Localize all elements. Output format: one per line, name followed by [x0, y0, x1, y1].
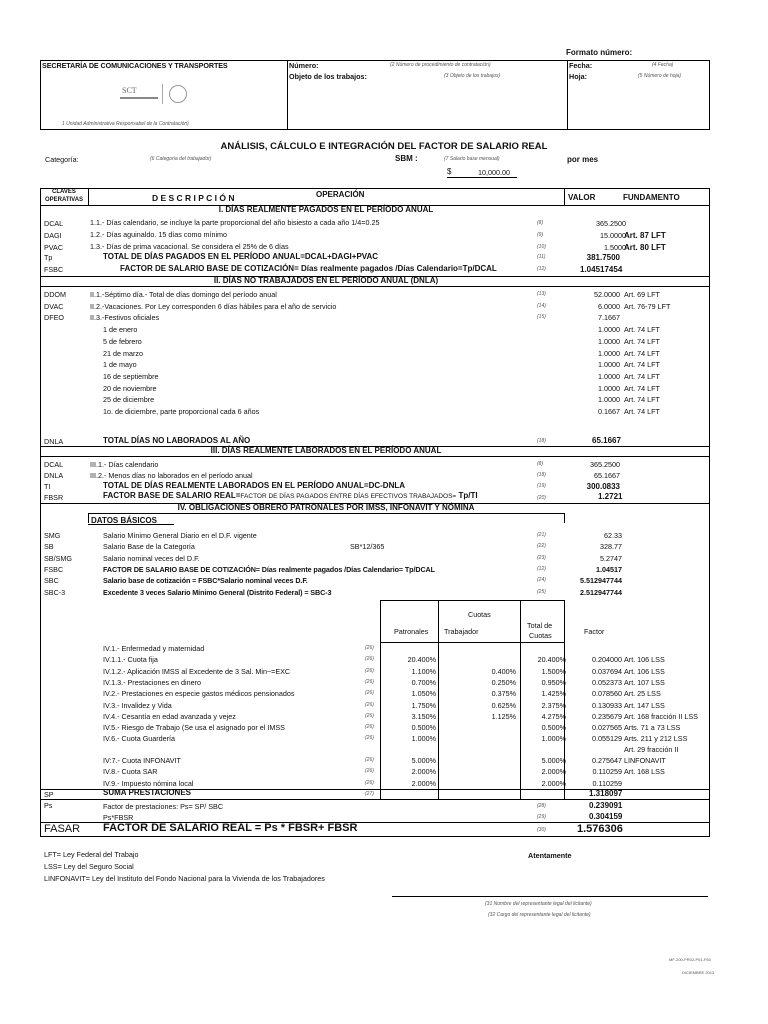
row4-key: SBC-3: [44, 587, 66, 597]
cuotas-col-1: [380, 600, 381, 800]
rep-name-hint[interactable]: (31 Nombre del representante legal del licitante): [485, 901, 592, 907]
cuota-patronal: 20.400%: [407, 655, 436, 665]
row4-key: SBC: [44, 576, 59, 586]
row2-value: 1.0000: [598, 348, 620, 358]
dnla-key: DNLA: [44, 437, 64, 446]
sbm-hint[interactable]: (7 Salario base mensual): [444, 156, 500, 162]
row2-value: 1.0000: [598, 336, 620, 346]
row4-value: 5.512947744: [580, 576, 622, 586]
col-fundamento: FUNDAMENTO: [623, 193, 680, 202]
categoria-hint[interactable]: (6 Categoría del trabajador): [150, 156, 212, 162]
cuota-total: 1.500%: [541, 666, 566, 676]
row2-desc: 1 de enero: [103, 325, 138, 335]
row4-note: (23): [537, 554, 546, 561]
sct-logo-bar: [120, 97, 158, 99]
cuotas-top-line: [380, 600, 564, 601]
cuota-total: 20.400%: [537, 655, 566, 665]
cuota-desc: IV.1.- Enfermedad y maternidad: [103, 644, 205, 653]
row2-desc: 5 de febrero: [103, 336, 142, 346]
form-code: MF-200-PR02-P01-F50: [669, 957, 711, 962]
sbm-value: 10,000.00: [478, 168, 510, 177]
row3-desc: III.2.- Menos días no laborados en el período anual: [90, 471, 253, 480]
sbm-currency: $: [447, 167, 452, 176]
rep-cargo-hint[interactable]: (32 Cargo del representante legal del licitante): [488, 912, 591, 918]
section-3-header-line: [40, 456, 710, 457]
page-title: ANÁLISIS, CÁLCULO E INTEGRACIÓN DEL FACTOR DE SALARIO REAL: [220, 141, 548, 152]
mexico-seal-icon: [169, 85, 187, 103]
cuotas-title: Cuotas: [468, 610, 491, 619]
atentamente-label: Atentamente: [528, 851, 572, 860]
cuota-note: (26): [365, 678, 374, 685]
cuotas-header-line: [380, 642, 564, 643]
row2-key: DFEO: [44, 313, 64, 323]
cuota-note: (26): [365, 724, 374, 731]
cuota-fundamento: LINFONAVIT: [624, 756, 666, 765]
row4-desc: FACTOR DE SALARIO BASE DE COTIZACIÓN= Días realmente pagados /Días Calendario= Tp/DCAL: [103, 564, 435, 574]
row2-fundamento: Art. 74 LFT: [624, 348, 660, 358]
hoja-label: Hoja:: [569, 72, 587, 81]
cuota-desc: IV.8.- Cuota SAR: [103, 767, 158, 777]
row4-value: 328.77: [600, 542, 622, 552]
row4-value: 62.33: [604, 531, 622, 540]
sp-note: (27): [365, 791, 374, 797]
cuota-fundamento: Arts. 71 a 73 LSS: [624, 723, 681, 733]
row2-desc: 21 de marzo: [103, 348, 143, 358]
cuota-factor: 0.235679: [592, 711, 622, 721]
datos-basicos-title: DATOS BÁSICOS: [91, 516, 157, 525]
row2-value: 1.0000: [598, 371, 620, 381]
sp-desc: SUMA PRESTACIONES: [103, 788, 192, 797]
sp-value: 1.318097: [589, 789, 623, 798]
row1-note: (12): [537, 266, 546, 272]
fecha-hint[interactable]: (4 Fecha): [652, 62, 674, 68]
col-valor: VALOR: [568, 193, 596, 202]
row1-note: (9): [537, 232, 544, 238]
row2-fundamento: Art. 74 LFT: [624, 325, 660, 335]
ps-desc: Factor de prestaciones: Ps= SP/ SBC: [103, 802, 224, 811]
row2-fundamento: Art. 74 LFT: [624, 383, 660, 393]
row2-desc: 1 de mayo: [103, 360, 137, 370]
row3-note: (18): [537, 472, 546, 478]
col-operacion: OPERACIÓN: [316, 190, 365, 199]
sbm-underline: [447, 177, 517, 178]
fbsr-key: FBSR: [44, 493, 64, 502]
cuota-patronal: 0.700%: [411, 677, 436, 687]
por-mes-label: por mes: [567, 155, 599, 164]
hoja-hint[interactable]: (5 Número de hoja): [638, 73, 682, 79]
sbm-label: SBM :: [395, 154, 418, 163]
fbsr-desc-b: FACTOR DE DÍAS PAGADOS ENTRE DÍAS EFECTIVOS TRABAJADOS=: [240, 493, 457, 500]
fecha-label: Fecha:: [569, 61, 593, 70]
cuota-desc: IV.6.- Cuota Guardería: [103, 734, 176, 744]
row4-note: (12): [537, 565, 546, 572]
fasar-note: (30): [537, 827, 546, 833]
cuota-note: (26): [365, 779, 374, 786]
cuotas-factor: Factor: [584, 627, 605, 636]
psf-value: 0.304159: [589, 812, 623, 821]
fbsr-desc: [103, 491, 478, 500]
cuotas-col-2: [438, 600, 439, 800]
row4-value: 2.512947744: [580, 587, 622, 597]
cuota-total: 0.950%: [541, 677, 566, 687]
categoria-label: Categoría:: [45, 155, 79, 164]
cuota-desc: IV.4.- Cesantía en edad avanzada y vejez: [103, 711, 236, 721]
cuota-factor: 0.078560: [592, 689, 622, 699]
row1-key: DAGI: [44, 231, 62, 240]
cuota-factor: 0.037694: [592, 666, 622, 676]
cuota-trabajador: 0.400%: [491, 666, 516, 676]
row2-value: 1.0000: [598, 325, 620, 335]
col-sep-valor: [564, 188, 565, 205]
fbsr-desc-a: FACTOR BASE DE SALARIO REAL=: [103, 491, 241, 500]
row3-desc: III.1.- Días calendario: [90, 460, 159, 469]
cuota-patronal: 1.100%: [411, 666, 436, 676]
row2-fundamento: Art. 74 LFT: [624, 360, 660, 370]
cuota-patronal: 1.050%: [411, 689, 436, 699]
row4-key: SMG: [44, 531, 61, 540]
row2-fundamento: Art. 74 LFT: [624, 336, 660, 346]
dnla-note: (18): [537, 438, 546, 444]
row4-note: (22): [537, 543, 546, 550]
cuota-fundamento: Art. 168 LSS: [624, 767, 665, 777]
row1-note: (10): [537, 244, 546, 250]
fasar-desc: FACTOR DE SALARIO REAL = Ps * FBSR+ FBSR: [103, 822, 358, 834]
row1-value: 365.2500: [596, 219, 626, 228]
datos-basicos-underline: [88, 524, 174, 525]
row1-desc: 1.1.- Días calendario, se incluye la parte proporcional del año bisiesto a cada año 1/4=0.25: [90, 218, 380, 227]
cuota-note: (26): [365, 690, 374, 697]
cuota-total: 2.000%: [541, 767, 566, 777]
row2-fundamento: Art. 76-79 LFT: [624, 301, 671, 311]
row1-value: 1.5000: [604, 243, 626, 252]
cuotas-patronales: Patronales: [394, 627, 429, 636]
section-4-title: IV. OBLIGACIONES OBRERO PATRONALES POR IMSS, INFONAVIT Y NÓMINA: [177, 503, 475, 512]
row2-desc: 20 de noviembre: [103, 383, 157, 393]
cuota-desc: IV.5.- Riesgo de Trabajo (Se usa el asignado por el IMSS: [103, 723, 285, 733]
row1-value: 1.04517454: [580, 265, 623, 274]
row3-note: (19): [537, 483, 546, 489]
cuota-total: 0.500%: [541, 723, 566, 733]
cuota-note: (26): [365, 645, 374, 651]
section-4-header-line: [88, 513, 564, 514]
section-4-right-tick: [564, 513, 565, 523]
row2-desc: II.3.-Festivos oficiales: [90, 313, 160, 323]
cuota-patronal: 5.000%: [411, 756, 436, 765]
fbsr-note: (20): [537, 495, 546, 501]
numero-hint[interactable]: (2 Número de procedimiento de contratación): [390, 62, 491, 68]
cuota-factor: 0.275647: [592, 756, 622, 765]
cuota-desc: IV.1.1.- Cuota fija: [103, 655, 158, 665]
dnla-value: 65.1667: [592, 436, 621, 445]
cuota-total: 1.000%: [541, 734, 566, 744]
row4-key: FSBC: [44, 564, 64, 574]
cuota-patronal: 1.750%: [411, 700, 436, 710]
dnla-desc: TOTAL DÍAS NO LABORADOS AL AÑO: [103, 436, 251, 445]
cuota-total: 2.000%: [541, 778, 566, 788]
fbsr-desc-c: Tp/TI: [456, 491, 478, 500]
cuota-fundamento: Art. 25 LSS: [624, 689, 661, 699]
cuotas-total-1: Total de: [527, 621, 553, 630]
cuota-trabajador: 0.625%: [491, 700, 516, 710]
cuota-trabajador: 0.375%: [491, 689, 516, 699]
objeto-hint[interactable]: (3 Objeto de los trabajos): [444, 73, 501, 79]
cuota-patronal: 0.500%: [411, 723, 436, 733]
row4-key: SB/SMG: [44, 553, 72, 563]
row2-value: 0.1667: [598, 407, 620, 416]
cuota-total: 2.375%: [541, 700, 566, 710]
row1-key: Tp: [44, 253, 53, 262]
cuota-fundamento: Art. 168 fracción II LSS: [624, 711, 698, 721]
row3-value: 65.1667: [594, 471, 620, 480]
cuota-desc: IV.1.3.- Prestaciones en dinero: [103, 677, 202, 687]
cuota-note: (26): [365, 768, 374, 775]
numero-label: Número:: [289, 61, 319, 70]
cuota-patronal: 2.000%: [411, 778, 436, 788]
row1-key: PVAC: [44, 243, 64, 252]
row4-note: (24): [537, 577, 546, 584]
col-descripcion: D E S C R I P C I Ó N: [152, 193, 235, 203]
fasar-key: FASAR: [44, 823, 81, 835]
row4-value: 5.2747: [600, 553, 622, 563]
row1-key: FSBC: [44, 265, 64, 274]
sct-logo: [118, 84, 198, 106]
cuota-factor: 0.204000: [592, 655, 622, 665]
row2-desc: II.2.-Vacaciones. Por Ley corresponden 6 días hábiles para el año de servicio: [90, 301, 337, 311]
row4-key: SB: [44, 542, 54, 552]
row1-fundamento: Art. 80 LFT: [624, 243, 666, 252]
cuota-note: (26): [365, 701, 374, 708]
cuota-patronal: 1.000%: [411, 734, 436, 744]
signature-line: [392, 896, 708, 897]
cuota-desc: IV:7.- Cuota INFONAVIT: [103, 756, 181, 765]
cuota-note: (26): [365, 757, 374, 763]
row2-desc: II.1.-Séptimo día.- Total de días domingo del período anual: [90, 290, 277, 299]
cuota-note: (26): [365, 656, 374, 663]
row4-value: 1.04517: [596, 564, 622, 574]
row1-key: DCAL: [44, 219, 64, 228]
row4-desc: Salario base de cotización = FSBC*Salario nominal veces D.F.: [103, 576, 308, 586]
row4-desc: Salario nominal veces del D.F.: [103, 553, 200, 563]
cuota-patronal: 2.000%: [411, 767, 436, 777]
row3-key: DNLA: [44, 471, 64, 480]
row4-desc: Salario Base de la Categoría: [103, 542, 195, 552]
note-linfonavit: LINFONAVIT= Ley del Instituto del Fondo Nacional para la Vivienda de los Trabajadores: [44, 874, 325, 883]
row4-operacion: SB*12/365: [350, 542, 385, 552]
art29-label: Art. 29 fracción II: [624, 745, 679, 754]
cuota-patronal: 3.150%: [411, 711, 436, 721]
cuota-total: 5.000%: [541, 756, 566, 765]
col-operativas: OPERATIVAS: [44, 197, 84, 203]
cuota-factor: 0.055129: [592, 734, 622, 744]
section-3-title: III. DÍAS REALMENTE LABORADOS EN EL PERÍODO ANUAL: [210, 446, 442, 455]
cuotas-total-2: Cuotas: [529, 631, 552, 640]
row1-desc: FACTOR DE SALARIO BASE DE COTIZACIÓN= Días realmente pagados /Días Calendario=Tp/DCAL: [120, 264, 497, 273]
cuota-desc: IV.2.- Prestaciones en especie gastos médicos pensionados: [103, 689, 295, 699]
sp-key: SP: [44, 790, 54, 799]
row2-desc: 25 de diciembre: [103, 395, 155, 405]
unidad-hint: 1 Unidad Administrativa Responsabel de la Contratación): [62, 121, 189, 127]
cuota-total: 1.425%: [541, 689, 566, 699]
cuota-fundamento: Art. 106 LSS: [624, 666, 665, 676]
row2-key: DDOM: [44, 290, 66, 299]
cuotas-trabajador: Trabajador: [444, 627, 479, 636]
row2-value: 52.0000: [594, 290, 620, 299]
row2-note: (13): [537, 291, 546, 297]
cuota-factor: 0.110259: [592, 778, 622, 788]
col-claves: CLAVES: [52, 189, 76, 195]
cuota-factor: 0.027565: [592, 723, 622, 733]
row4-desc: Excedente 3 veces Salario Mínimo General (Distrito Federal) = SBC-3: [103, 587, 332, 597]
form-date: DICIEMBRE 2013: [682, 970, 715, 975]
note-lft: LFT= Ley Federal del Trabajo: [44, 850, 139, 859]
row1-value: 15.0000: [600, 231, 626, 240]
objeto-label: Objeto de los trabajos:: [289, 72, 367, 81]
cuota-desc: IV.9.- Impuesto nómina local: [103, 778, 194, 788]
psf-desc: Ps*FBSR: [103, 813, 134, 822]
row4-desc: Salario Mínimo General Diario en el D.F. vigente: [103, 531, 257, 540]
row4-note: (25): [537, 588, 546, 595]
cuota-trabajador: 0.250%: [491, 677, 516, 687]
cuota-factor: 0.052373: [592, 677, 622, 687]
cuota-factor: 0.110259: [592, 767, 622, 777]
section-2-title: II. DÍAS NO TRABAJADOS EN EL PERÍODO ANUAL (DNLA): [213, 276, 439, 285]
cuota-total: 4.275%: [541, 711, 566, 721]
row1-note: (8): [537, 220, 544, 226]
cuota-note: (26): [365, 735, 374, 742]
row2-fundamento: Art. 74 LFT: [624, 395, 660, 405]
row1-desc: TOTAL DE DÍAS PAGADOS EN EL PERÍODO ANUAL=DCAL+DAGI+PVAC: [103, 252, 379, 261]
ps-note: (28): [537, 803, 546, 809]
note-lss: LSS= Ley del Seguro Social: [44, 862, 134, 871]
row3-note: (8): [537, 461, 544, 467]
row2-fundamento: Art. 69 LFT: [624, 290, 660, 299]
cuota-factor: 0.130933: [592, 700, 622, 710]
psf-note: (29): [537, 814, 546, 820]
ps-key: Ps: [44, 801, 53, 810]
row3-key: DCAL: [44, 460, 64, 469]
row2-key: DVAC: [44, 301, 64, 311]
row3-value: 365.2500: [590, 460, 620, 469]
fasar-value: 1.576306: [577, 823, 623, 835]
cuota-note: (26): [365, 667, 374, 674]
cuota-trabajador: 1.125%: [491, 711, 516, 721]
row1-fundamento: Art. 87 LFT: [624, 231, 666, 240]
row4-note: (21): [537, 532, 546, 538]
cuota-fundamento: Art. 147 LSS: [624, 700, 665, 710]
row2-desc: 1o. de diciembre, parte proporcional cada 6 años: [103, 407, 260, 416]
row1-desc: 1.3.- Días de prima vacacional. Se considera el 25% de 6 días: [90, 242, 289, 251]
row1-note: (11): [537, 254, 546, 260]
cuota-desc: IV.3.- Invalidez y Vida: [103, 700, 172, 710]
row2-fundamento: Art. 74 LFT: [624, 407, 660, 416]
cuota-desc: IV.1.2.- Aplicación IMSS al Excedente de 3 Sal. Min~=EXC: [103, 666, 291, 676]
section-4-left-tick: [88, 513, 89, 523]
row2-value: 1.0000: [598, 383, 620, 393]
row2-value: 7.1667: [598, 313, 620, 323]
ps-top-line: [40, 799, 710, 800]
sct-logo-text: SCT: [122, 86, 137, 95]
row2-value: 1.0000: [598, 360, 620, 370]
formato-numero-label: Formato número:: [566, 48, 633, 57]
row2-value: 6.0000: [598, 301, 620, 311]
row3-value: 300.0833: [586, 482, 620, 491]
section-2-header-line: [40, 286, 710, 287]
row2-note: (15): [537, 314, 546, 321]
fbsr-value: 1.2721: [598, 492, 623, 501]
logo-divider: [162, 84, 163, 104]
row3-desc: TOTAL DE DÍAS REALMENTE LABORADOS EN EL PERÍODO ANUAL=DC-DNLA: [103, 481, 406, 490]
row2-fundamento: Art. 74 LFT: [624, 371, 660, 381]
secretaria-label: SECRETARÍA DE COMUNICACIONES Y TRANSPORTES: [42, 61, 228, 70]
cuota-fundamento: Art. 106 LSS: [624, 655, 665, 665]
section-1-title: I. DÍAS REALMENTE PAGADOS EN EL PERÍODO ANUAL: [218, 205, 434, 214]
row2-note: (14): [537, 302, 546, 309]
col-sep-claves: [88, 188, 89, 205]
cuota-note: (26): [365, 712, 374, 719]
row1-value: 381.7500: [586, 253, 620, 262]
row2-desc: 16 de septiembre: [103, 371, 159, 381]
row3-key: TI: [44, 482, 51, 491]
row1-desc: 1.2.- Días aguinaldo. 15 días como mínimo: [90, 230, 228, 239]
row2-value: 1.0000: [598, 395, 620, 405]
cuota-fundamento: Art. 107 LSS: [624, 677, 665, 687]
cuota-fundamento: Arts. 211 y 212 LSS: [624, 734, 688, 744]
ps-value: 0.239091: [589, 801, 623, 810]
